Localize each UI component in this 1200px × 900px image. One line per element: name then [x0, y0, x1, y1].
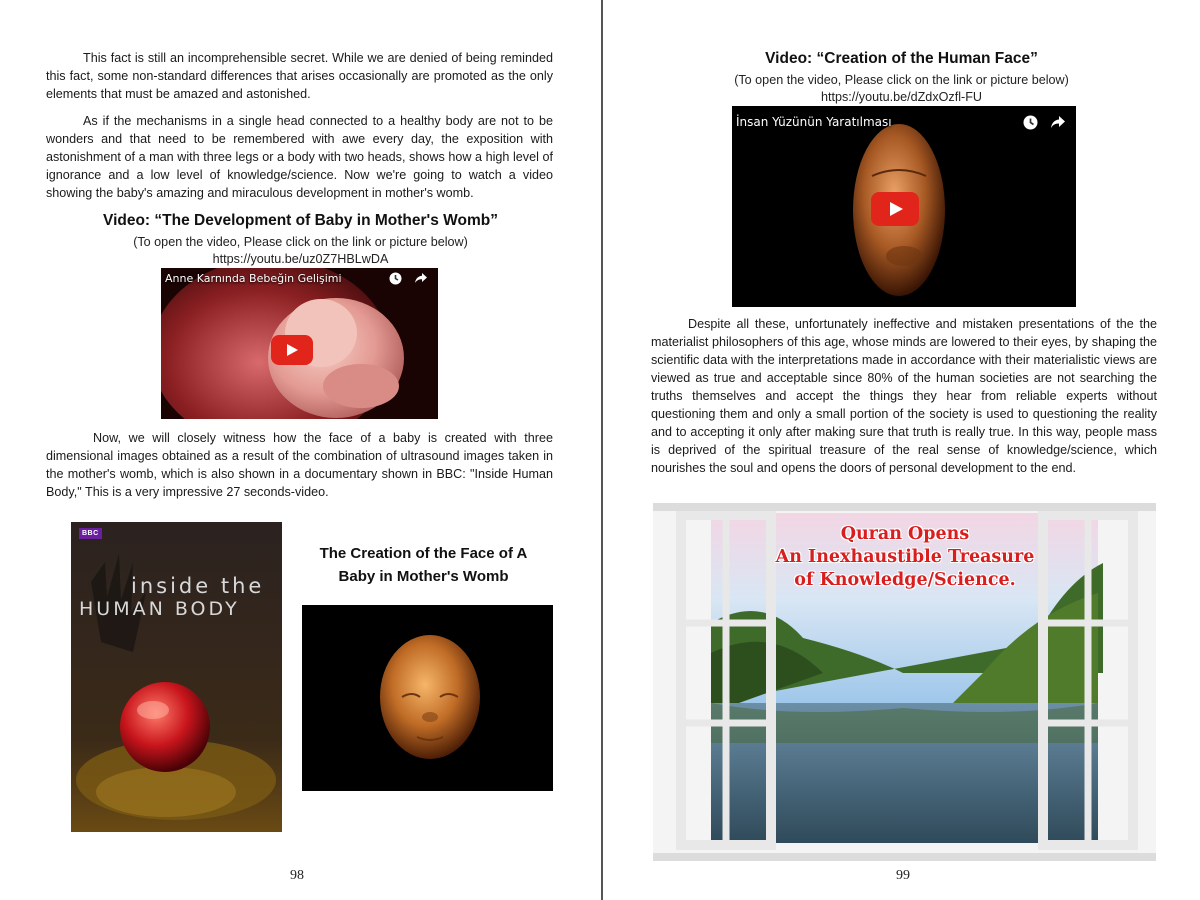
video-caption: Anne Karnında Bebeğin Gelişimi — [165, 272, 342, 285]
video-hint: (To open the video, Please click on the link or picture below) — [734, 73, 1069, 87]
poster-title-line1: inside the — [131, 574, 265, 598]
poster-title-line2: HUMAN BODY — [79, 598, 240, 620]
video-controls — [389, 272, 428, 285]
clock-icon[interactable] — [389, 272, 402, 285]
video-link[interactable]: https://youtu.be/uz0Z7HBLwDA — [212, 252, 389, 266]
right-page — [603, 0, 1200, 900]
paragraph-2: As if the mechanisms in a single head connected to a healthy body are not to be wonders and that need to be remembered with awe every day, the exposition with astonishment of a man with three legs or a body with two heads, shows how a high level of ignorance and a low level of knowledge/science. Now we're going to watch a video showing the baby's amazing and miraculous development in mother's womb. — [46, 114, 553, 200]
video-hint: (To open the video, Please click on the link or picture below) — [133, 235, 468, 249]
video-controls — [1023, 115, 1066, 130]
video-title: Video: “The Development of Baby in Mother's Womb” — [103, 212, 498, 229]
window-title-line1: Quran Opens — [840, 524, 970, 544]
paragraph-1: Despite all these, unfortunately ineffective and mistaken presentations of the the materialist philosophers of this age, whose minds are lowered to their eyes, by shaping the scientific data with the interpretations made in accordance with their materialistic views are viewed as true and acceptable since 80% of the human societies are not searching the truths themselves and accept the things they hear from reliable experts without questioning them and only a small portion of the society is used to questioning the reality and to accepting it only after making sure that truth is really true. In this way, people mass is deprived of the spiritual treasure of the real sense of knowledge/science, which nourishes the soul and opens the doors of personal development to the end. — [651, 317, 1157, 475]
paragraph-3: Now, we will closely witness how the face of a baby is created with three dimensional images obtained as a result of the combination of ultrasound images taken in the mother's womb, which is also shown in a documentary shown in BBC: "Inside Human Body," This is a very impressive 27 seconds-video. — [46, 431, 553, 499]
video-thumbnail-womb[interactable] — [161, 268, 438, 419]
paragraph-1: This fact is still an incomprehensible secret. While we are denied of being reminded this fact, some non-standard differences that arises occasionally are promoted as the only elements that must be amazed and astonished. — [46, 51, 553, 101]
play-icon — [285, 343, 299, 357]
window-image — [653, 503, 1156, 861]
page-number: 99 — [896, 868, 910, 883]
share-icon[interactable] — [1050, 115, 1066, 129]
clock-icon[interactable] — [1023, 115, 1038, 130]
play-button[interactable] — [271, 335, 313, 365]
bbc-poster — [71, 522, 282, 832]
baby-face-art — [302, 605, 553, 791]
baby-face-image — [302, 605, 553, 791]
page-number: 98 — [290, 868, 304, 883]
poster-artwork — [71, 522, 282, 832]
video-caption: İnsan Yüzünün Yaratılması — [736, 115, 892, 129]
video-title: Video: “Creation of the Human Face” — [765, 50, 1038, 67]
bbc-logo: BBC — [79, 528, 102, 539]
window-title-line2: An Inexhaustible Treasure — [775, 547, 1035, 567]
window-title-line3: of Knowledge/Science. — [794, 570, 1016, 590]
play-button[interactable] — [871, 192, 919, 226]
creation-title: The Creation of the Face of A Baby in Mother's Womb — [319, 545, 528, 585]
play-icon — [888, 201, 904, 217]
share-icon[interactable] — [414, 272, 428, 284]
video-link[interactable]: https://youtu.be/dZdxOzfl-FU — [821, 90, 982, 104]
video-thumbnail-face[interactable] — [732, 106, 1076, 307]
